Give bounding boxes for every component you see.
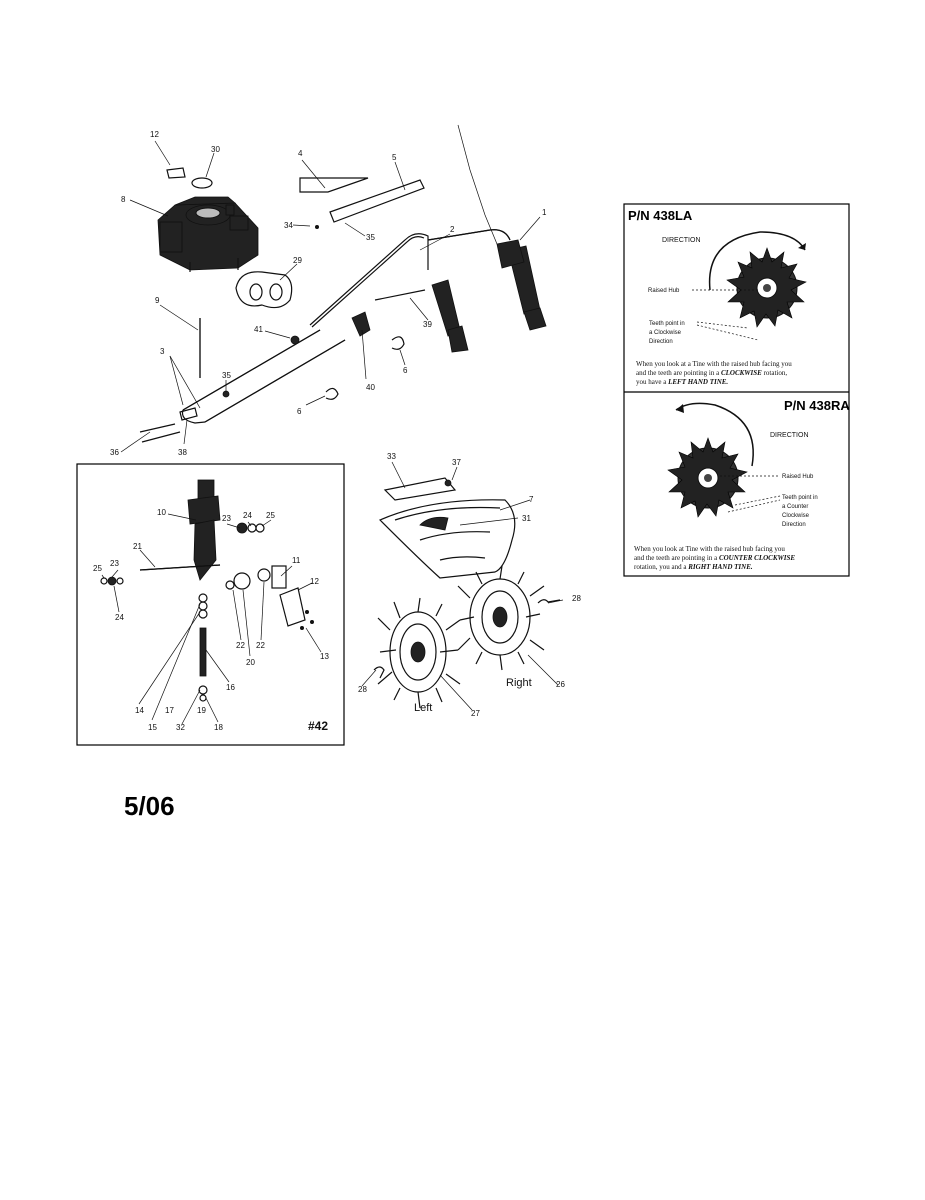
left-tine-part-number: P/N 438LA: [628, 208, 693, 223]
right-teeth-line1: Teeth point in: [782, 495, 818, 501]
callout-6b: 6: [297, 407, 302, 416]
decal-round-part: [192, 178, 212, 188]
callout-36: 36: [110, 448, 119, 457]
callout-22b: 22: [256, 641, 265, 650]
callout-31: 31: [522, 514, 531, 523]
left-direction-label: DIRECTION: [662, 237, 701, 244]
callout-14: 14: [135, 706, 144, 715]
callout-18: 18: [214, 723, 223, 732]
callout-23: 23: [222, 514, 231, 523]
left-desc-line3: you have a LEFT HAND TINE.: [636, 378, 729, 386]
callout-23b: 23: [110, 559, 119, 568]
right-desc-line3: rotation, you and a RIGHT HAND TINE.: [634, 563, 753, 571]
callout-27: 27: [471, 709, 480, 718]
callout-1: 1: [542, 208, 547, 217]
left-tine-label: Left: [414, 702, 433, 714]
callout-5: 5: [392, 153, 397, 162]
callout-21: 21: [133, 542, 142, 551]
callout-29: 29: [293, 256, 302, 265]
callout-8: 8: [121, 195, 126, 204]
callout-10: 10: [157, 508, 166, 517]
right-teeth-line3: Clockwise: [782, 513, 810, 519]
callout-22: 22: [236, 641, 245, 650]
callout-28: 28: [572, 594, 581, 603]
callout-33: 33: [387, 452, 396, 461]
callout-15: 15: [148, 723, 157, 732]
callout-2: 2: [450, 225, 455, 234]
right-desc-line2: and the teeth are pointing in a COUNTER CLOCKWISE: [634, 554, 795, 562]
left-desc-line1: When you look at a Tine with the raised hub facing you: [636, 360, 792, 368]
callout-12b: 12: [310, 577, 319, 586]
callout-25b: 25: [93, 564, 102, 573]
callout-41: 41: [254, 325, 263, 334]
decal-part: [167, 168, 185, 178]
callout-37: 37: [452, 458, 461, 467]
engine-illustration: [158, 197, 258, 272]
callout-7: 7: [529, 495, 534, 504]
callout-40: 40: [366, 383, 375, 392]
transmission-illustration: [101, 480, 314, 701]
left-desc-line2: and the teeth are pointing in a CLOCKWISE rotation,: [636, 369, 788, 377]
tine-shield-illustration: [380, 478, 515, 578]
left-teeth-line1: Teeth point in: [649, 321, 685, 327]
callout-39: 39: [423, 320, 432, 329]
callout-32: 32: [176, 723, 185, 732]
callout-30: 30: [211, 145, 220, 154]
callout-16: 16: [226, 683, 235, 692]
right-direction-label: DIRECTION: [770, 432, 809, 439]
callout-25: 25: [266, 511, 275, 520]
callout-20: 20: [246, 658, 255, 667]
left-tine-illustration: [378, 598, 460, 708]
callout-9: 9: [155, 296, 160, 305]
callout-24: 24: [243, 511, 252, 520]
callout-26: 26: [556, 680, 565, 689]
callout-17: 17: [165, 706, 174, 715]
left-raised-hub-label: Raised Hub: [648, 288, 680, 294]
right-tine-part-number: P/N 438RA: [784, 398, 850, 413]
date-code: 5/06: [124, 791, 175, 821]
callout-12: 12: [150, 130, 159, 139]
handle-assembly-illustration: [140, 125, 546, 442]
callout-35: 35: [366, 233, 375, 242]
right-teeth-line2: a Counter: [782, 504, 809, 510]
clip-pin-part: [374, 667, 384, 678]
right-raised-hub-label: Raised Hub: [782, 474, 814, 480]
callout-38: 38: [178, 448, 187, 457]
right-teeth-line4: Direction: [782, 522, 806, 528]
callout-35b: 35: [222, 371, 231, 380]
left-teeth-line2: a Clockwise: [649, 330, 682, 336]
kit-label: #42: [308, 719, 329, 733]
callout-3: 3: [160, 347, 165, 356]
callout-6: 6: [403, 366, 408, 375]
right-tine-label: Right: [506, 677, 532, 689]
callout-24b: 24: [115, 613, 124, 622]
callout-4: 4: [298, 149, 303, 158]
left-teeth-line3: Direction: [649, 339, 673, 345]
right-tine-illustration: [458, 566, 544, 670]
callout-34: 34: [284, 221, 293, 230]
callout-13: 13: [320, 652, 329, 661]
callout-11: 11: [292, 556, 301, 565]
right-desc-line1: When you look at Tine with the raised hub facing you: [634, 545, 785, 553]
callout-28b: 28: [358, 685, 367, 694]
tine-info-box: [624, 204, 849, 576]
callout-19: 19: [197, 706, 206, 715]
